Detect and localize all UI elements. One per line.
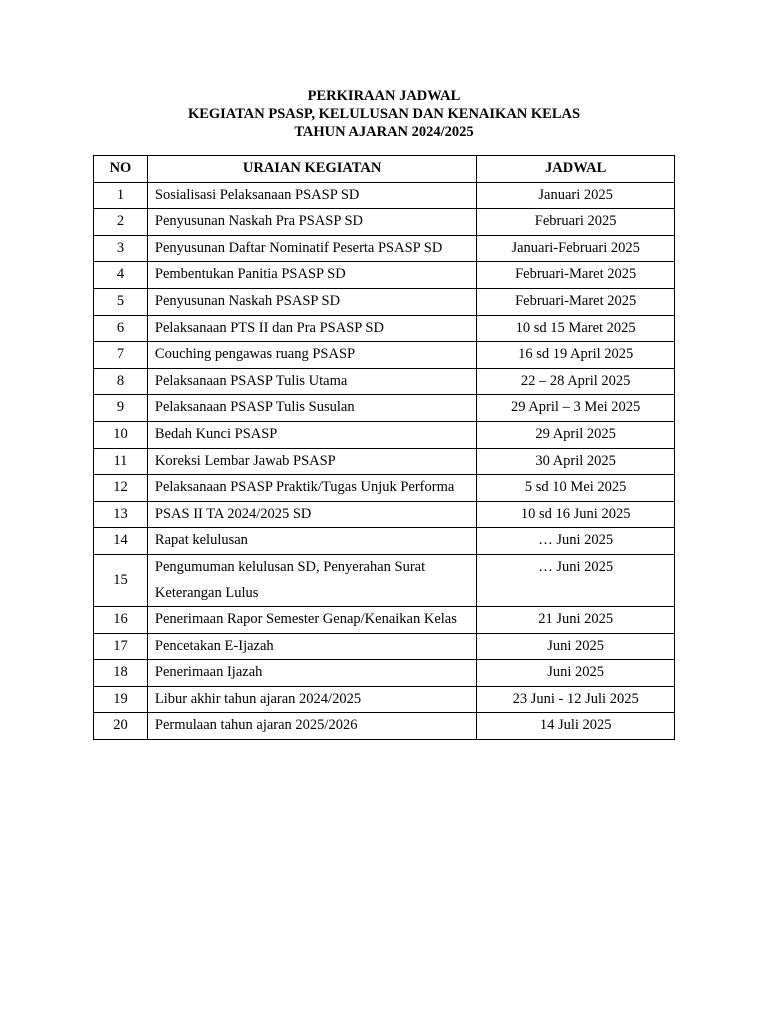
activity-schedule: 21 Juni 2025 xyxy=(477,607,675,634)
header-subtitle: KEGIATAN PSASP, KELULUSAN DAN KENAIKAN KELAS xyxy=(187,106,581,122)
activity-schedule: 14 Juli 2025 xyxy=(477,713,675,740)
activity-description: Permulaan tahun ajaran 2025/2026 xyxy=(147,713,476,740)
table-row xyxy=(94,475,675,502)
document-header xyxy=(0,87,768,141)
row-number: 5 xyxy=(94,288,148,315)
row-number: 3 xyxy=(94,235,148,262)
table-row xyxy=(94,342,675,369)
row-number: 1 xyxy=(94,182,148,209)
table-header-row xyxy=(94,156,675,183)
table-row xyxy=(94,713,675,740)
activity-description: Pencetakan E-Ijazah xyxy=(147,633,476,660)
table-row xyxy=(94,288,675,315)
row-number: 4 xyxy=(94,262,148,289)
row-number: 8 xyxy=(94,368,148,395)
table-row xyxy=(94,633,675,660)
activity-description: Pelaksanaan PSASP Tulis Susulan xyxy=(147,395,476,422)
table-row xyxy=(94,315,675,342)
activity-description: Rapat kelulusan xyxy=(147,528,476,555)
activity-schedule: Februari 2025 xyxy=(477,209,675,236)
activity-description: Pembentukan Panitia PSASP SD xyxy=(147,262,476,289)
activity-schedule: 10 sd 16 Juni 2025 xyxy=(477,501,675,528)
activity-description: Koreksi Lembar Jawab PSASP xyxy=(147,448,476,475)
row-number: 18 xyxy=(94,660,148,687)
table-row xyxy=(94,660,675,687)
activity-schedule: Januari-Februari 2025 xyxy=(477,235,675,262)
table-row xyxy=(94,501,675,528)
row-number: 20 xyxy=(94,713,148,740)
activity-description: Penyusunan Daftar Nominatif Peserta PSASP SD xyxy=(147,235,476,262)
table-row xyxy=(94,262,675,289)
header-academic-year: TAHUN AJARAN 2024/2025 xyxy=(294,124,474,140)
table-row xyxy=(94,528,675,555)
column-header-no: NO xyxy=(94,156,148,183)
table-row xyxy=(94,448,675,475)
table-row xyxy=(94,235,675,262)
row-number: 13 xyxy=(94,501,148,528)
table-row xyxy=(94,421,675,448)
activity-schedule: 23 Juni - 12 Juli 2025 xyxy=(477,686,675,713)
activity-description: Penerimaan Rapor Semester Genap/Kenaikan Kelas xyxy=(147,607,476,634)
activity-description: PSAS II TA 2024/2025 SD xyxy=(147,501,476,528)
activity-schedule: Februari-Maret 2025 xyxy=(477,288,675,315)
activity-schedule: 22 – 28 April 2025 xyxy=(477,368,675,395)
header-title: PERKIRAAN JADWAL xyxy=(307,88,461,104)
activity-schedule: … Juni 2025 xyxy=(477,554,675,606)
schedule-table xyxy=(93,155,675,740)
activity-description: Pelaksanaan PTS II dan Pra PSASP SD xyxy=(147,315,476,342)
table-row xyxy=(94,554,675,606)
row-number: 19 xyxy=(94,686,148,713)
activity-schedule: 29 April 2025 xyxy=(477,421,675,448)
table-row xyxy=(94,209,675,236)
activity-schedule: Januari 2025 xyxy=(477,182,675,209)
activity-schedule: … Juni 2025 xyxy=(477,528,675,555)
activity-schedule: Februari-Maret 2025 xyxy=(477,262,675,289)
activity-description: Libur akhir tahun ajaran 2024/2025 xyxy=(147,686,476,713)
row-number: 11 xyxy=(94,448,148,475)
table-row xyxy=(94,368,675,395)
row-number: 15 xyxy=(94,554,148,606)
column-header-jadwal: JADWAL xyxy=(477,156,675,183)
row-number: 16 xyxy=(94,607,148,634)
activity-description: Bedah Kunci PSASP xyxy=(147,421,476,448)
table-row xyxy=(94,395,675,422)
activity-description: Sosialisasi Pelaksanaan PSASP SD xyxy=(147,182,476,209)
activity-schedule: Juni 2025 xyxy=(477,633,675,660)
row-number: 10 xyxy=(94,421,148,448)
schedule-body xyxy=(94,182,675,739)
activity-description: Penyusunan Naskah Pra PSASP SD xyxy=(147,209,476,236)
activity-schedule: 5 sd 10 Mei 2025 xyxy=(477,475,675,502)
row-number: 12 xyxy=(94,475,148,502)
activity-schedule: 10 sd 15 Maret 2025 xyxy=(477,315,675,342)
row-number: 6 xyxy=(94,315,148,342)
activity-description: Pengumuman kelulusan SD, Penyerahan Surat Keterangan Lulus xyxy=(147,554,476,606)
activity-schedule: 16 sd 19 April 2025 xyxy=(477,342,675,369)
row-number: 7 xyxy=(94,342,148,369)
row-number: 2 xyxy=(94,209,148,236)
table-row xyxy=(94,607,675,634)
table-row xyxy=(94,182,675,209)
activity-description: Penyusunan Naskah PSASP SD xyxy=(147,288,476,315)
activity-description: Pelaksanaan PSASP Praktik/Tugas Unjuk Performa xyxy=(147,475,476,502)
row-number: 9 xyxy=(94,395,148,422)
activity-schedule: Juni 2025 xyxy=(477,660,675,687)
activity-schedule: 29 April – 3 Mei 2025 xyxy=(477,395,675,422)
activity-description: Couching pengawas ruang PSASP xyxy=(147,342,476,369)
table-row xyxy=(94,686,675,713)
activity-description: Penerimaan Ijazah xyxy=(147,660,476,687)
activity-schedule: 30 April 2025 xyxy=(477,448,675,475)
activity-description: Pelaksanaan PSASP Tulis Utama xyxy=(147,368,476,395)
row-number: 14 xyxy=(94,528,148,555)
column-header-uraian: URAIAN KEGIATAN xyxy=(147,156,476,183)
row-number: 17 xyxy=(94,633,148,660)
